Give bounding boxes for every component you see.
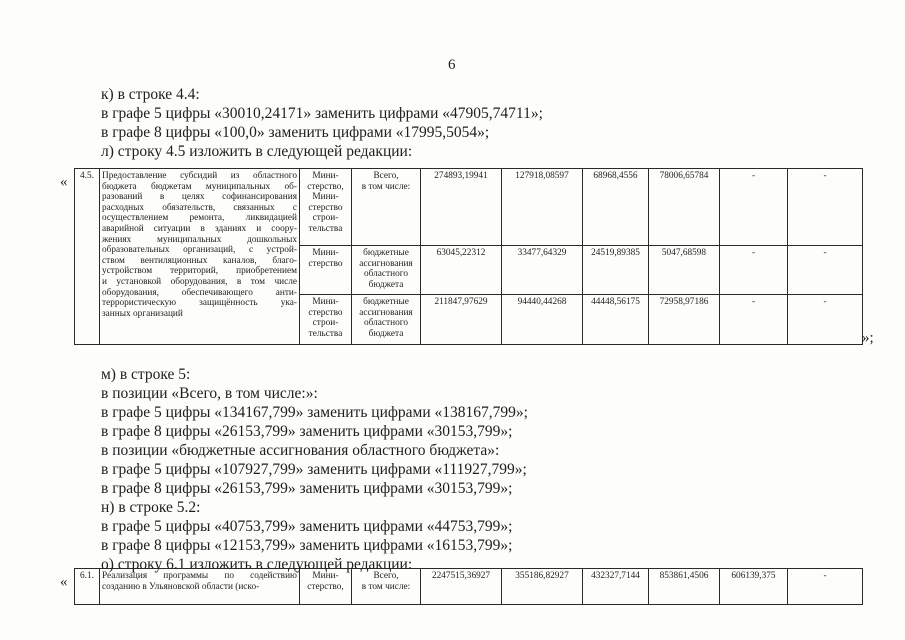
- value-cell: 72958,97186: [649, 295, 720, 345]
- page-number: 6: [448, 57, 456, 73]
- value-cell: 5047,68598: [649, 246, 720, 295]
- value-cell: 68968,4556: [583, 169, 649, 246]
- text-line: в позиции «бюджетные ассигнования областного бюджета»:: [101, 442, 500, 459]
- text-line: в графе 8 цифры «100,0» заменить цифрами «17995,5054»;: [101, 124, 490, 141]
- text-line: в графе 8 цифры «12153,799» заменить цифрами «16153,799»;: [101, 537, 513, 554]
- value-cell: 63045,22312: [421, 246, 502, 295]
- text-line: к) в строке 4.4:: [101, 86, 200, 103]
- value-cell: -: [788, 569, 863, 605]
- value-cell: -: [720, 246, 788, 295]
- text-line: л) строку 4.5 изложить в следующей редакции:: [101, 143, 413, 160]
- table1-open-quote: «: [60, 174, 68, 190]
- text-line: в графе 8 цифры «26153,799» заменить цифрами «30153,799»;: [101, 423, 513, 440]
- value-cell: -: [788, 246, 863, 295]
- value-cell: 606139,375: [720, 569, 788, 605]
- row-description: Реализация программы по содействию созданию в Ульяновской области (иско-: [100, 569, 300, 605]
- table-row-6-1: [74, 568, 863, 605]
- executor-cell: Мини- стерство строи- тельства: [300, 295, 352, 345]
- value-cell: 33477,64329: [502, 246, 583, 295]
- text-line: о) строку 6.1 изложить в следующей редакции:: [101, 556, 413, 573]
- source-cell: бюджетные ассигнования областного бюджета: [352, 246, 421, 295]
- table2-open-quote: «: [60, 574, 68, 590]
- text-line: н) в строке 5.2:: [101, 499, 201, 516]
- source-cell: бюджетные ассигнования областного бюджета: [352, 295, 421, 345]
- text-line: м) в строке 5:: [101, 366, 191, 383]
- amendments-block-1: [101, 85, 543, 161]
- value-cell: -: [788, 169, 863, 246]
- table1-close-quote: »;: [862, 330, 874, 346]
- value-cell: 432327,7144: [583, 569, 649, 605]
- value-cell: 24519,89385: [583, 246, 649, 295]
- value-cell: 2247515,36927: [421, 569, 502, 605]
- source-cell: Всего, в том числе:: [352, 569, 421, 605]
- value-cell: 94440,44268: [502, 295, 583, 345]
- value-cell: -: [720, 169, 788, 246]
- text-line: в графе 5 цифры «134167,799» заменить цифрами «138167,799»;: [101, 404, 528, 421]
- value-cell: -: [720, 295, 788, 345]
- value-cell: 355186,82927: [502, 569, 583, 605]
- amendments-block-2: [101, 365, 528, 574]
- text-line: в графе 5 цифры «40753,799» заменить цифрами «44753,799»;: [101, 518, 513, 535]
- value-cell: -: [788, 295, 863, 345]
- value-cell: 211847,97629: [421, 295, 502, 345]
- executor-cell: Мини- стерство: [300, 246, 352, 295]
- executor-cell: Мини- стерство, Мини- стерство строи- тельства: [300, 169, 352, 246]
- text-line: в графе 5 цифры «30010,24171» заменить цифрами «47905,74711»;: [101, 105, 543, 122]
- executor-cell: Мини- стерство,: [300, 569, 352, 605]
- value-cell: 274893,19941: [421, 169, 502, 246]
- row-number: 4.5.: [75, 169, 100, 345]
- source-cell: Всего, в том числе:: [352, 169, 421, 246]
- text-line: в позиции «Всего, в том числе:»:: [101, 385, 318, 402]
- text-line: в графе 8 цифры «26153,799» заменить цифрами «30153,799»;: [101, 480, 513, 497]
- value-cell: 78006,65784: [649, 169, 720, 246]
- row-number: 6.1.: [75, 569, 100, 605]
- value-cell: 44448,56175: [583, 295, 649, 345]
- table-row-4-5: [74, 168, 863, 345]
- value-cell: 853861,4506: [649, 569, 720, 605]
- row-description: Предоставление субсидий из областного бюджета бюджетам муниципальных об- разований в целях софинансирования расходных обязательств, связанных с осуществлением ремонта, ликвидацией аварийной ситуации в зданиях и соору- жениях муниципальных дошкольных образовательных организаций, с устрой- ством вентиляционных каналов, благо- устройством территорий, приобретением и установкой оборудования, в том числе оборудования, обеспечивающего анти- террористическую защищённость ука- занных организаций: [100, 169, 300, 345]
- text-line: в графе 5 цифры «107927,799» заменить цифрами «111927,799»;: [101, 461, 527, 478]
- value-cell: 127918,08597: [502, 169, 583, 246]
